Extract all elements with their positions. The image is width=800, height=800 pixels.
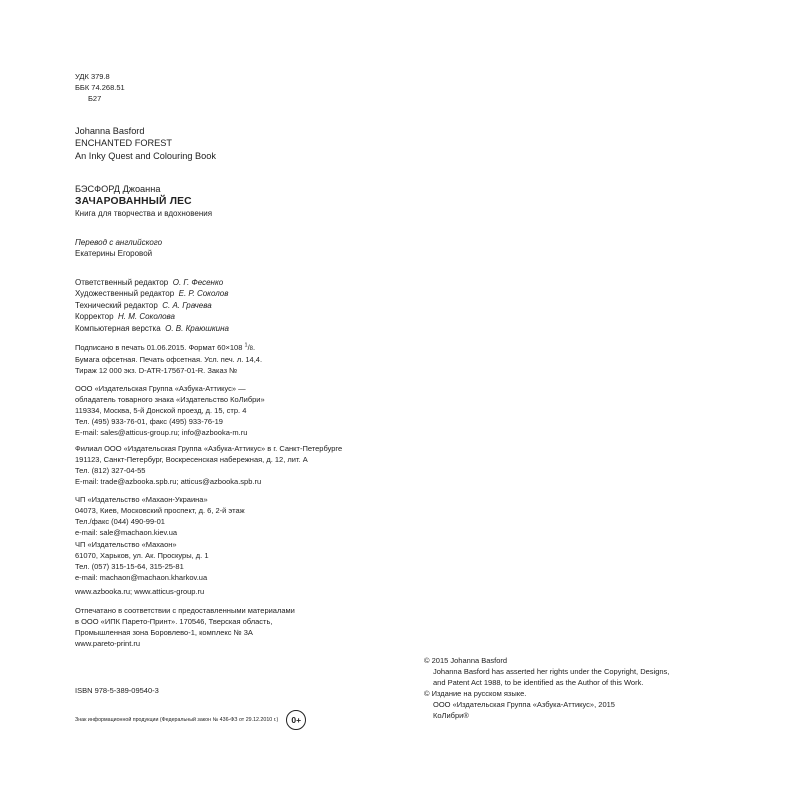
author-mark: Б27: [88, 93, 102, 103]
original-author: Johanna Basford: [75, 126, 145, 136]
isbn: ISBN 978-5-389-09540-3: [75, 686, 159, 695]
credits-block: [75, 277, 229, 334]
publisher-main-email: E-mail: sales@atticus-group.ru; info@azbooka-m.ru: [75, 427, 248, 437]
copyright-line: КоЛибри®: [433, 710, 469, 720]
publisher-spb-email: E-mail: trade@azbooka.spb.ru; atticus@azbooka.spb.ru: [75, 476, 262, 486]
credit-name: О. В. Краюшкина: [165, 323, 229, 333]
publisher-kharkov-email: e-mail: machaon@machaon.kharkov.ua: [75, 572, 208, 582]
publisher-kharkov-block: [75, 540, 209, 584]
fraction-numerator: 1: [244, 342, 248, 349]
translator-name: Екатерины Егоровой: [75, 249, 153, 259]
copyright-line: and Patent Act 1988, to be identified as the Author of this Work.: [433, 677, 644, 687]
credit-line: [75, 288, 229, 299]
printing-block: [75, 606, 295, 650]
credit-name: Е. Р. Соколов: [178, 289, 229, 299]
credit-line: [75, 311, 229, 322]
russian-title: ЗАЧАРОВАННЫЙ ЛЕС: [75, 196, 192, 208]
printing-line: Отпечатано в соответствии с предоставленными материалами: [75, 606, 295, 615]
publisher-main-line: Тел. (495) 933-76-01, факс (495) 933-76-19: [75, 416, 223, 426]
print-line-3: Тираж 12 000 экз. D-ATR-17567-01-R. Заказ №: [75, 365, 238, 375]
websites-block: [75, 587, 204, 598]
copyright-line: © 2015 Johanna Basford: [424, 656, 508, 665]
copyright-block: [424, 656, 669, 721]
credit-line: [75, 277, 229, 288]
translation-label: Перевод с английского: [75, 238, 163, 247]
publisher-kiev-block: [75, 495, 245, 539]
fraction-denominator: 8: [249, 346, 253, 352]
publisher-kharkov-line: Тел. (057) 315-15-64, 315-25-81: [75, 561, 184, 571]
publisher-main-line: обладатель товарного знака «Издательство КоЛибри»: [75, 394, 265, 404]
print-line-2: Бумага офсетная. Печать офсетная. Усл. печ. л. 14,4.: [75, 354, 263, 364]
credit-name: С. А. Грачева: [162, 300, 212, 310]
credit-line: [75, 300, 229, 311]
publisher-kharkov-line: 61070, Харьков, ул. Ак. Проскуры, д. 1: [75, 550, 209, 560]
credit-role: Ответственный редактор: [75, 278, 169, 287]
age-rating-row: [75, 710, 306, 730]
publisher-kiev-line: 04073, Киев, Московский проспект, д. 6, 2-й этаж: [75, 505, 245, 515]
print-line-1-end: .: [253, 343, 256, 352]
publisher-main-line: ООО «Издательская Группа «Азбука-Аттикус» —: [75, 384, 246, 393]
publisher-kharkov-line: ЧП «Издательство «Махаон»: [75, 540, 177, 549]
russian-author: БЭСФОРД Джоанна: [75, 184, 161, 194]
websites-line: www.azbooka.ru; www.atticus-group.ru: [75, 587, 205, 596]
russian-title-block: [75, 183, 212, 220]
classification-block: [75, 72, 125, 105]
credit-role: Корректор: [75, 312, 114, 322]
printing-website: www.pareto-print.ru: [75, 638, 141, 648]
publisher-spb-block: [75, 444, 342, 488]
credit-name: О. Г. Фесенко: [172, 278, 224, 287]
age-rating-badge: 0+: [286, 710, 306, 730]
copyright-line: © Издание на русском языке.: [424, 688, 527, 698]
publisher-kiev-email: e-mail: sale@machaon.kiev.ua: [75, 527, 178, 537]
publisher-main-line: 119334, Москва, 5-й Донской проезд, д. 15, стр. 4: [75, 405, 247, 415]
isbn-block: [75, 686, 159, 697]
printing-line: Промышленная зона Боровлево-1, комплекс № 3А: [75, 627, 253, 637]
original-title-block: [75, 125, 216, 162]
copyright-line: Johanna Basford has asserted her rights under the Copyright, Designs,: [433, 666, 670, 676]
udk-code: УДК 379.8: [75, 72, 110, 81]
credit-line: [75, 323, 229, 334]
credit-name: Н. М. Соколова: [117, 312, 176, 322]
print-details: [75, 343, 262, 377]
publisher-spb-line: 191123, Санкт-Петербург, Воскресенская набережная, д. 12, лит. А: [75, 454, 308, 464]
translation-block: [75, 237, 162, 260]
age-rating-notice: Знак информационной продукции (Федеральный закон № 436-ФЗ от 29.12.2010 г.): [75, 717, 279, 723]
copyright-line: ООО «Издательская Группа «Азбука-Аттикус», 2015: [433, 699, 615, 709]
credit-role: Компьютерная верстка: [75, 323, 161, 333]
publisher-main-block: [75, 384, 265, 439]
publisher-kiev-line: Тел./факс (044) 490-99-01: [75, 516, 165, 526]
russian-subtitle: Книга для творчества и вдохновения: [75, 209, 213, 219]
credit-role: Технический редактор: [75, 300, 158, 310]
publisher-kiev-line: ЧП «Издательство «Махаон-Украина»: [75, 495, 208, 504]
bbk-code: ББК 74.268.51: [75, 82, 125, 92]
original-title: ENCHANTED FOREST: [75, 138, 172, 149]
print-line-1: [75, 343, 262, 355]
printing-line: в ООО «ИПК Парето-Принт». 170546, Тверская область,: [75, 616, 273, 626]
publisher-spb-line: Филиал ООО «Издательская Группа «Азбука-Аттикус» в г. Санкт-Петербурге: [75, 444, 343, 453]
credit-role: Художественный редактор: [75, 289, 175, 299]
publisher-spb-line: Тел. (812) 327-04-55: [75, 465, 146, 475]
original-subtitle: An Inky Quest and Colouring Book: [75, 150, 216, 161]
fraction-slash: /: [247, 343, 250, 352]
print-format-text: Подписано в печать 01.06.2015. Формат 60×108: [75, 343, 243, 352]
